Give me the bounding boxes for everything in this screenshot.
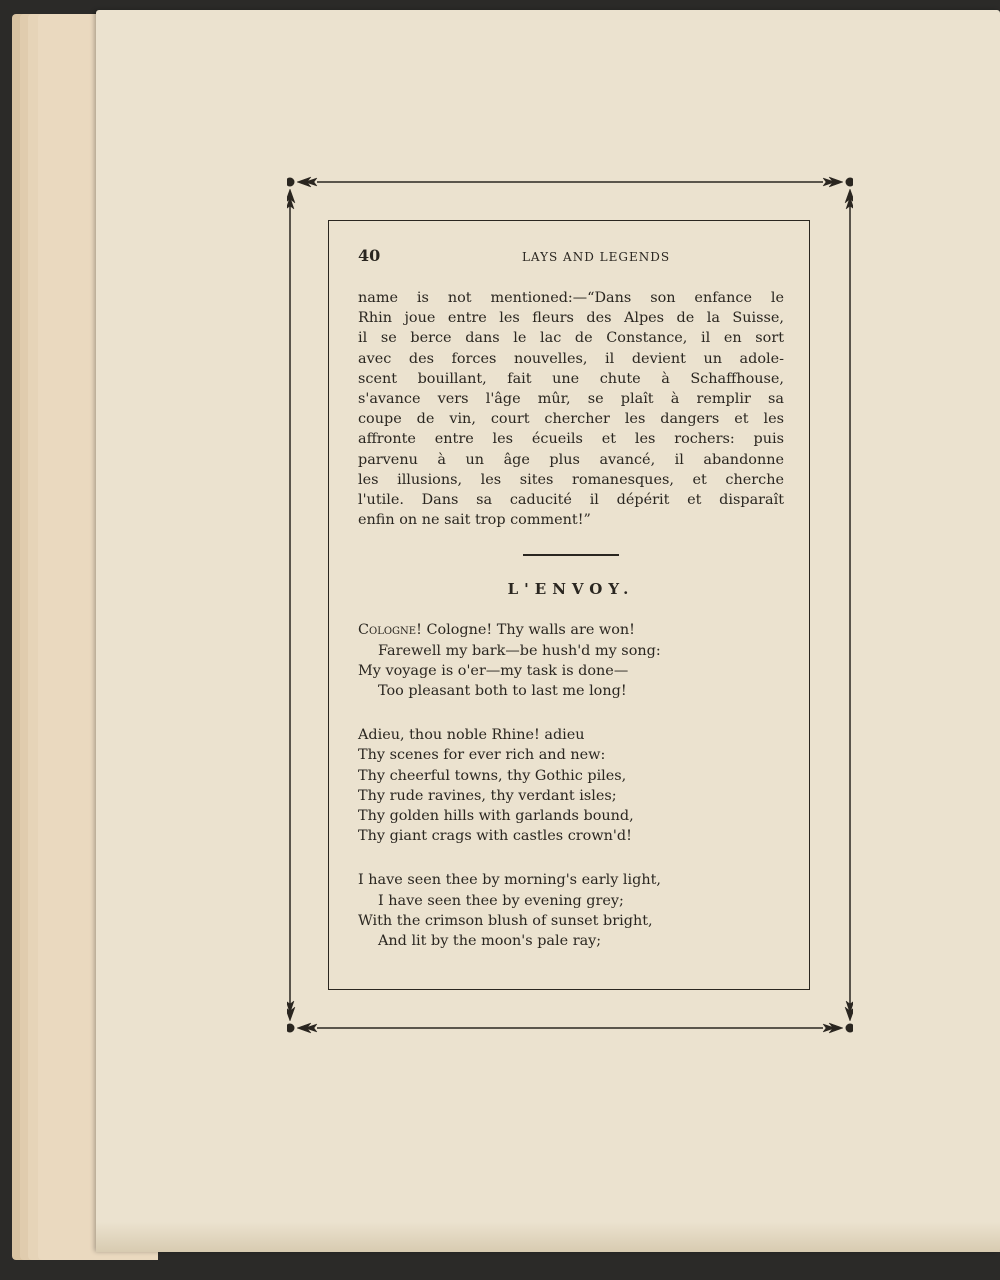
verse-line: Thy rude ravines, thy verdant isles; [358,787,617,804]
page-shadow [96,1222,1000,1252]
prose-line: Rhin joue entre les fleurs des Alpes de la Suisse, [358,310,784,327]
prose-line: affronte entre les écueils et les rochers: puis [358,431,784,448]
verse-line-rest: ! Cologne! Thy walls are won! [416,622,635,639]
prose-line: enfin on ne sait trop comment!” [358,512,591,529]
verse-line: Farewell my bark—be hush'd my song: [378,642,661,659]
prose-line: parvenu à un âge plus avancé, il abandonne [358,451,784,468]
verse-line [358,620,784,640]
section-title: L'ENVOY. [507,580,635,599]
prose-line: l'utile. Dans sa caducité il dépérit et disparaît [358,492,784,509]
verse-line: With the crimson blush of sunset bright, [358,912,653,929]
verse-line: I have seen thee by morning's early light, [358,872,661,889]
page-number: 40 [358,246,381,265]
verse-line: Thy golden hills with garlands bound, [358,808,634,825]
verse-line: I have seen thee by evening grey; [378,892,624,909]
prose-line: les illusions, les sites romanesques, et cherche [358,471,784,488]
prose-line: name is not mentioned:—“Dans son enfance le [358,290,784,306]
prose-line: scent bouillant, fait une chute à Schaffhouse, [358,370,784,387]
running-head [358,246,784,270]
verse-line: Adieu, thou noble Rhine! adieu [358,727,585,744]
poem-stanza-3 [358,870,784,951]
verse-line: Thy giant crags with castles crown'd! [358,828,632,845]
verse-line: My voyage is o'er—my task is done— [358,662,629,679]
prose-paragraph [358,288,784,530]
running-title: LAYS AND LEGENDS [521,250,671,264]
page-content [358,246,784,951]
section-divider [523,554,619,556]
verse-line: Too pleasant both to last me long! [378,683,627,700]
prose-line: avec des forces nouvelles, il devient un adole- [358,350,784,367]
prose-line: s'avance vers l'âge mûr, se plaît à remplir sa [358,391,784,408]
poem-stanza-2 [358,725,784,846]
verse-line: Thy scenes for ever rich and new: [358,747,606,764]
prose-line: coupe de vin, court chercher les dangers et les [358,411,784,428]
prose-line: il se berce dans le lac de Constance, il en sort [358,330,784,347]
verse-initial-word: Cologne [358,622,417,639]
verse-line: Thy cheerful towns, thy Gothic piles, [358,767,627,784]
poem-stanza-1 [358,620,784,701]
verse-line: And lit by the moon's pale ray; [378,933,602,950]
